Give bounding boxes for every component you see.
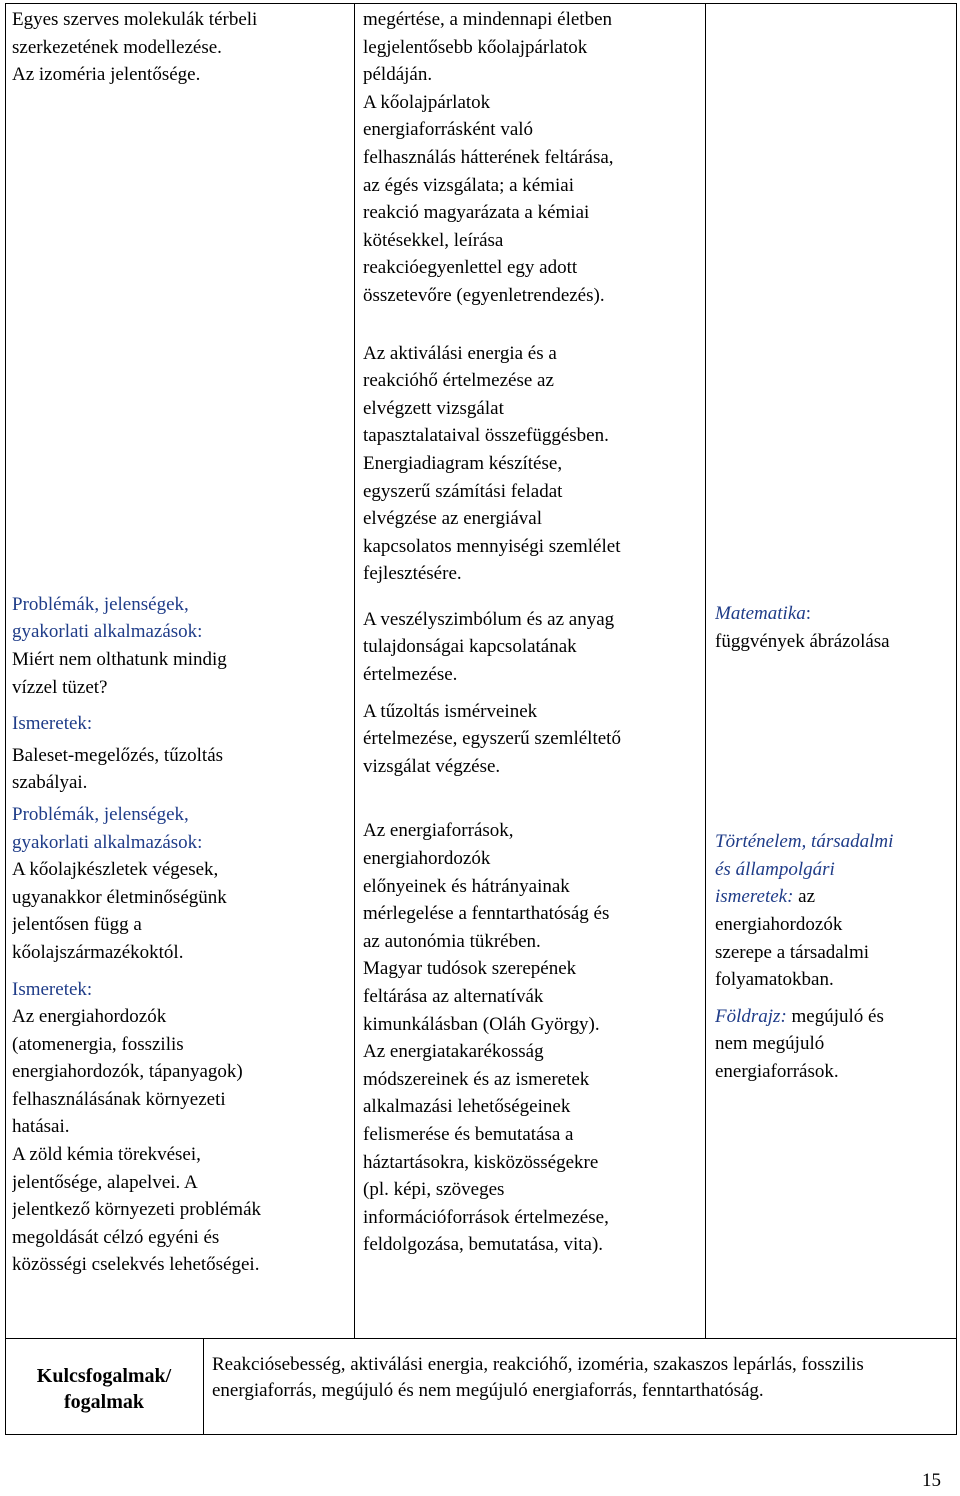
text-line: A tűzoltás ismérveinek bbox=[363, 700, 538, 722]
text-line: felhasználás hátterének feltárása, bbox=[363, 146, 614, 168]
text-line: szerepe a társadalmi bbox=[715, 941, 870, 963]
text-line: A kőolajpárlatok bbox=[363, 91, 491, 113]
text-line: Az energiatakarékosság bbox=[363, 1041, 544, 1063]
column-divider-2 bbox=[705, 3, 706, 1339]
text-line: nem megújuló bbox=[715, 1033, 825, 1055]
text-line: energiahordozók bbox=[715, 913, 843, 935]
text-line: (pl. képi, szöveges bbox=[363, 1179, 505, 1201]
right-column bbox=[715, 600, 955, 1086]
row1-left bbox=[12, 6, 342, 89]
text-line: Miért nem olthatunk mindig bbox=[12, 648, 227, 670]
section-label: Ismeretek: bbox=[12, 978, 93, 1000]
keywords-text: Reakciósebesség, aktiválási energia, reakcióhő, izoméria, szakaszos lepárlás, fosszilis energiaforrás, megújuló és nem megújuló energiaforrás, fenntarthatóság. bbox=[212, 1354, 864, 1401]
text-line: A zöld kémia törekvései, bbox=[12, 1144, 201, 1166]
subject-colon: : bbox=[805, 603, 812, 624]
subject-label: Matematika bbox=[715, 603, 806, 624]
keywords-divider-top bbox=[5, 1338, 957, 1339]
row3-right bbox=[715, 828, 955, 1085]
text-line: mérlegelése a fenntarthatóság és bbox=[363, 903, 610, 925]
text-inline: megújuló és bbox=[786, 1005, 884, 1027]
row2-left bbox=[12, 591, 342, 797]
text-line: felhasználásának környezeti bbox=[12, 1088, 226, 1110]
text-line: vizsgálat végzése. bbox=[363, 755, 501, 777]
section-label: gyakorlati alkalmazások: bbox=[12, 831, 203, 853]
text-line: kötésekkel, leírása bbox=[363, 229, 504, 251]
text-line: fejlesztésére. bbox=[363, 563, 462, 585]
row1-middle-2 bbox=[363, 340, 705, 588]
left-column bbox=[12, 6, 342, 1279]
keywords-label bbox=[6, 1344, 202, 1434]
text-line bbox=[715, 1003, 955, 1031]
middle-column bbox=[363, 6, 705, 1259]
text-line: reakcióegyenlettel egy adott bbox=[363, 257, 578, 279]
text-line: Egyes szerves molekulák térbeli bbox=[12, 9, 258, 30]
text-line: energiahordozók, tápanyagok) bbox=[12, 1061, 243, 1083]
keywords-label-line: Kulcsfogalmak/ bbox=[36, 1365, 172, 1387]
keywords-divider-vertical bbox=[203, 1338, 204, 1435]
subject-label: ismeretek: bbox=[715, 886, 794, 908]
text-line: jelentősen függ a bbox=[12, 914, 142, 936]
text-line: szerkezetének modellezése. bbox=[12, 36, 222, 58]
text-line: reakció magyarázata a kémiai bbox=[363, 202, 590, 224]
text-line: megoldását célzó egyéni és bbox=[12, 1226, 220, 1248]
text-line: A kőolajkészletek végesek, bbox=[12, 859, 219, 881]
text-line: felismerése és bemutatása a bbox=[363, 1123, 574, 1145]
text-line: feltárása az alternatívák bbox=[363, 986, 544, 1007]
text-line: Az aktiválási energia és a bbox=[363, 342, 557, 364]
text-line: információforrások értelmezése, bbox=[363, 1206, 609, 1228]
text-line: ugyanakkor életminőségünk bbox=[12, 886, 227, 908]
text-line: folyamatokban. bbox=[715, 969, 834, 991]
text-line bbox=[715, 883, 955, 911]
text-line: közösségi cselekvés lehetőségei. bbox=[12, 1254, 260, 1276]
text-line bbox=[715, 600, 955, 628]
text-line: az autonómia tükrében. bbox=[363, 930, 541, 952]
text-line: jelentkező környezeti problémák bbox=[12, 1199, 262, 1221]
text-line: előnyeinek és hátrányainak bbox=[363, 875, 570, 897]
row2-right bbox=[715, 600, 955, 655]
subject-label: Földrajz: bbox=[715, 1005, 787, 1027]
text-line: háztartásokra, kisközösségekre bbox=[363, 1151, 599, 1173]
page-number: 15 bbox=[922, 1470, 941, 1491]
text-line: függvények ábrázolása bbox=[715, 630, 890, 652]
text-line: az égés vizsgálata; a kémiai bbox=[363, 174, 575, 196]
text-line: vízzel tüzet? bbox=[12, 676, 108, 698]
subject-label: Történelem, társadalmi bbox=[715, 831, 894, 853]
text-line: legjelentősebb kőolajpárlatok bbox=[363, 36, 588, 58]
text-line: hatásai. bbox=[12, 1116, 70, 1138]
text-line: energiaforrások. bbox=[715, 1060, 839, 1082]
section-label: gyakorlati alkalmazások: bbox=[12, 621, 203, 643]
section-label: Problémák, jelenségek, bbox=[12, 803, 189, 825]
text-line: feldolgozása, bemutatása, vita). bbox=[363, 1234, 604, 1256]
text-line: A veszélyszimbólum és az anyag bbox=[363, 608, 615, 630]
text-line: egyszerű számítási feladat bbox=[363, 480, 563, 502]
text-line: példáján. bbox=[363, 64, 433, 86]
text-line: kapcsolatos mennyiségi szemlélet bbox=[363, 535, 621, 557]
text-line: jelentősége, alapelvei. A bbox=[12, 1171, 198, 1193]
keywords-label-line: fogalmak bbox=[63, 1391, 144, 1413]
section-label: Ismeretek: bbox=[12, 713, 93, 735]
text-line: energiaforrásként való bbox=[363, 119, 534, 141]
table-border-right bbox=[956, 3, 957, 1435]
text-line: tulajdonságai kapcsolatának bbox=[363, 636, 577, 658]
text-line: kimunkálásban (Oláh György). bbox=[363, 1013, 600, 1035]
text-line: szabályai. bbox=[12, 772, 88, 794]
text-line: kőolajszármazékoktól. bbox=[12, 941, 184, 963]
table-border-left bbox=[5, 3, 6, 1435]
text-line: Az energiaforrások, bbox=[363, 820, 514, 842]
text-line: Energiadiagram készítése, bbox=[363, 452, 563, 474]
text-line: elvégzése az energiával bbox=[363, 508, 542, 530]
text-line: Magyar tudósok szerepének bbox=[363, 958, 577, 980]
text-line: elvégzett vizsgálat bbox=[363, 397, 504, 419]
text-line: módszereinek és az ismeretek bbox=[363, 1068, 590, 1090]
column-divider-1 bbox=[354, 3, 355, 1339]
text-line: Az izoméria jelentősége. bbox=[12, 64, 201, 86]
section-label: Problémák, jelenségek, bbox=[12, 593, 189, 615]
text-line: értelmezése, egyszerű szemléltető bbox=[363, 728, 621, 750]
text-line: (atomenergia, fosszilis bbox=[12, 1033, 184, 1055]
text-line: alkalmazási lehetőségeinek bbox=[363, 1096, 571, 1118]
text-line: tapasztalataival összefüggésben. bbox=[363, 425, 609, 447]
text-line: megértése, a mindennapi életben bbox=[363, 9, 613, 30]
text-line: Baleset-megelőzés, tűzoltás bbox=[12, 744, 224, 766]
table-border-bottom bbox=[5, 1434, 957, 1435]
text-line: reakcióhő értelmezése az bbox=[363, 370, 554, 392]
text-line: összetevőre (egyenletrendezés). bbox=[363, 284, 605, 306]
row1-middle bbox=[363, 6, 705, 310]
row3-left bbox=[12, 801, 342, 1279]
text-line: energiahordozók bbox=[363, 848, 491, 870]
row2-middle bbox=[363, 606, 705, 781]
text-line: Az energiahordozók bbox=[12, 1006, 167, 1028]
text-inline: az bbox=[793, 886, 816, 908]
text-line: értelmezése. bbox=[363, 664, 458, 686]
subject-label: és állampolgári bbox=[715, 858, 835, 880]
table-border-top bbox=[5, 3, 957, 4]
row3-middle bbox=[363, 817, 705, 1259]
